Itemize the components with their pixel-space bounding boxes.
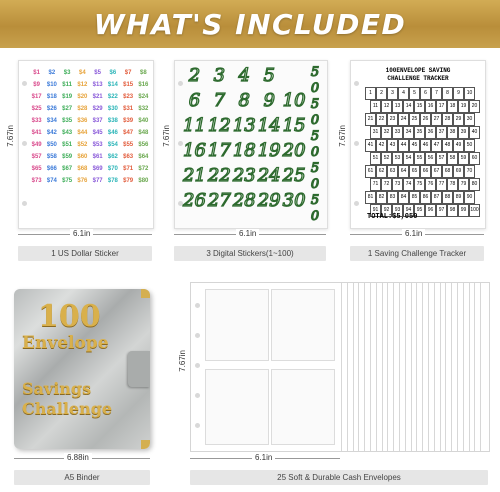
digit-edge-column <box>307 65 323 225</box>
tracker-cell: 23 <box>387 113 398 126</box>
punch-hole <box>22 201 27 206</box>
envelope-edge <box>469 283 470 451</box>
tracker-cell: 32 <box>381 126 392 139</box>
dollar-sticker: $11 <box>62 82 72 88</box>
binder-corner <box>141 440 150 449</box>
tracker-cell: 9 <box>453 87 464 100</box>
dollar-sticker: $24 <box>138 94 149 100</box>
tracker-cell: 44 <box>398 139 409 152</box>
tracker-cell: 6 <box>420 87 431 100</box>
tracker-cell: 41 <box>365 139 376 152</box>
digit-sticker: 28 <box>232 190 256 211</box>
envelope-edge <box>463 283 464 451</box>
digit-sticker: 2 <box>188 65 201 86</box>
dollar-sticker: $43 <box>62 130 73 136</box>
tracker-cell: 51 <box>370 152 381 165</box>
envelope-edge <box>393 283 394 451</box>
dollar-sticker: $50 <box>46 142 57 148</box>
punch-hole <box>195 303 200 308</box>
tracker-cell: 30 <box>464 113 475 126</box>
tracker-cell: 55 <box>414 152 425 165</box>
digit-sticker-edge: 5 <box>310 65 320 80</box>
tracker-cell: 99 <box>458 204 469 217</box>
digit-sticker: 8 <box>238 90 250 111</box>
tracker-cell: 93 <box>392 204 403 217</box>
dollar-sticker: $19 <box>62 94 73 100</box>
dollar-sticker: $52 <box>77 142 88 148</box>
tracker-cell: 74 <box>403 178 414 191</box>
digit-sticker: 24 <box>257 165 281 186</box>
tracker-title-2: CHALLENGE TRACKER <box>387 75 449 82</box>
tracker-cell: 28 <box>442 113 453 126</box>
tracker-cell: 21 <box>365 113 376 126</box>
digit-sticker: 9 <box>263 90 275 111</box>
envelope-edge <box>399 283 400 451</box>
cash-envelopes-stack <box>190 282 490 452</box>
digit-sticker-edge: 0 <box>310 209 320 224</box>
digit-sticker: 26 <box>183 190 206 211</box>
tracker-cell: 66 <box>420 165 431 178</box>
tracker-cell: 83 <box>387 191 398 204</box>
tracker-cell: 73 <box>392 178 403 191</box>
tracker-cell: 69 <box>453 165 464 178</box>
tracker-cell: 39 <box>458 126 469 139</box>
dollar-sticker: $46 <box>107 130 118 136</box>
envelope-edge <box>474 283 475 451</box>
digit-sticker: 6 <box>188 90 201 111</box>
dollar-sticker: $62 <box>107 154 118 160</box>
dollar-sticker: $65 <box>31 166 42 172</box>
dollar-sticker: $54 <box>107 142 118 148</box>
dollar-sticker: $23 <box>123 94 134 100</box>
digit-sticker: 29 <box>257 190 281 211</box>
digit-sticker-edge: 5 <box>310 129 320 144</box>
tracker-cell: 61 <box>365 165 376 178</box>
dollar-sticker: $4 <box>79 70 86 76</box>
tracker-cell: 90 <box>464 191 475 204</box>
dollar-sticker: $12 <box>77 82 88 88</box>
tracker-cell: 77 <box>436 178 447 191</box>
dollar-sticker: $26 <box>46 106 57 112</box>
dollar-sticker: $48 <box>138 130 149 136</box>
envelope-edge <box>353 283 354 451</box>
tracker-cell: 8 <box>442 87 453 100</box>
digit-sticker: 15 <box>282 115 306 136</box>
dollar-sticker: $10 <box>46 82 57 88</box>
dollar-sticker: $53 <box>92 142 103 148</box>
digit-sticker: 17 <box>207 140 231 161</box>
dimension-height-label: 7.67in <box>338 125 347 147</box>
tracker-cell: 17 <box>436 100 447 113</box>
dollar-sticker: $33 <box>31 118 42 124</box>
dollar-sticker: $7 <box>124 70 132 76</box>
dollar-sticker: $58 <box>46 154 57 160</box>
digit-sticker-edge: 5 <box>310 97 320 112</box>
dollar-sticker: $76 <box>77 178 88 184</box>
tracker-cell: 53 <box>392 152 403 165</box>
punch-hole <box>195 423 200 428</box>
dollar-sticker: $17 <box>31 94 42 100</box>
digit-sticker: 11 <box>183 115 206 136</box>
tracker-cell: 38 <box>447 126 458 139</box>
tracker-cell: 100 <box>469 204 480 217</box>
envelope-edge <box>347 283 348 451</box>
binder-title-number: 100 <box>38 299 101 334</box>
punch-hole <box>195 333 200 338</box>
dollar-sticker: $77 <box>92 178 103 184</box>
tracker-cell: 64 <box>398 165 409 178</box>
digit-sticker: 14 <box>257 115 281 136</box>
dollar-sticker: $55 <box>123 142 134 148</box>
dollar-sticker: $67 <box>62 166 73 172</box>
dollar-sticker: $66 <box>46 166 57 172</box>
tracker-cell: 60 <box>469 152 480 165</box>
digit-sticker: 18 <box>232 140 256 161</box>
punch-hole <box>22 141 27 146</box>
tracker-cell: 88 <box>442 191 453 204</box>
tracker-cell: 3 <box>387 87 398 100</box>
tracker-cell: 18 <box>447 100 458 113</box>
tracker-cell: 56 <box>425 152 436 165</box>
tracker-cell: 67 <box>431 165 442 178</box>
dollar-sticker: $38 <box>107 118 118 124</box>
tracker-cell: 48 <box>442 139 453 152</box>
dollar-sticker: $36 <box>77 118 88 124</box>
tracker-cell: 57 <box>436 152 447 165</box>
digit-sticker-edge: 0 <box>310 113 320 128</box>
digit-sticker-edge: 0 <box>310 81 320 96</box>
digit-sticker: 19 <box>257 140 281 161</box>
digit-sticker: 30 <box>282 190 306 211</box>
dollar-sticker: $68 <box>77 166 88 172</box>
tracker-cell: 20 <box>469 100 480 113</box>
tracker-cell: 40 <box>469 126 480 139</box>
dollar-sticker: $75 <box>62 178 73 184</box>
dimension-width-label: 6.1in <box>252 453 275 462</box>
dollar-sticker: $44 <box>77 130 88 136</box>
tracker-cell: 91 <box>370 204 381 217</box>
digit-sticker: 5 <box>263 65 275 86</box>
digit-sticker-edge: 5 <box>310 193 320 208</box>
envelope-edge <box>341 283 342 451</box>
tracker-cell: 27 <box>431 113 442 126</box>
digit-sticker: 12 <box>207 115 231 136</box>
dollar-sticker: $6 <box>109 70 117 76</box>
tracker-cell: 42 <box>376 139 387 152</box>
dollar-sticker: $3 <box>63 70 71 76</box>
digit-sticker-edge: 5 <box>310 161 320 176</box>
dollar-sticker: $18 <box>46 94 57 100</box>
dollar-sticker: $79 <box>123 178 134 184</box>
tracker-cell: 33 <box>392 126 403 139</box>
tracker-cell: 11 <box>370 100 381 113</box>
dollar-sticker: $40 <box>138 118 149 124</box>
envelope-pocket <box>205 289 269 361</box>
tracker-cell: 76 <box>425 178 436 191</box>
dollar-sticker: $51 <box>62 142 73 148</box>
tracker-cell: 22 <box>376 113 387 126</box>
punch-hole <box>195 393 200 398</box>
tracker-cell: 14 <box>403 100 414 113</box>
tracker-cell: 80 <box>469 178 480 191</box>
tracker-cell: 98 <box>447 204 458 217</box>
tracker-grid <box>365 87 479 217</box>
tracker-cell: 59 <box>458 152 469 165</box>
dollar-sticker: $47 <box>123 130 134 136</box>
punch-hole <box>22 81 27 86</box>
a5-binder <box>14 289 150 449</box>
caption-digital-stickers: 3 Digital Stickers(1~100) <box>174 246 326 261</box>
tracker-title-1: 100ENVELOPE SAVING <box>385 67 451 74</box>
punch-hole <box>354 141 359 146</box>
caption-dollar-sticker: 1 US Dollar Sticker <box>18 246 152 261</box>
challenge-tracker-sheet <box>350 60 486 229</box>
digit-sticker: 7 <box>213 90 226 111</box>
tracker-cell: 7 <box>431 87 442 100</box>
tracker-cell: 10 <box>464 87 475 100</box>
punch-hole <box>195 363 200 368</box>
caption-envelopes: 25 Soft & Durable Cash Envelopes <box>190 470 488 485</box>
dollar-sticker: $72 <box>138 166 149 172</box>
dollar-sticker: $16 <box>138 82 149 88</box>
envelope-edge <box>382 283 383 451</box>
dimension-height-label: 7.67in <box>162 125 171 147</box>
tracker-cell: 75 <box>414 178 425 191</box>
tracker-cell: 97 <box>436 204 447 217</box>
dollar-sticker: $41 <box>31 130 42 136</box>
envelope-edge <box>445 283 446 451</box>
tracker-cell: 31 <box>370 126 381 139</box>
envelope-edge <box>405 283 406 451</box>
envelope-pocket <box>271 289 335 361</box>
tracker-cell: 45 <box>409 139 420 152</box>
dollar-sticker: $28 <box>77 106 88 112</box>
digit-sticker: 20 <box>282 140 306 161</box>
dollar-sticker: $35 <box>62 118 73 124</box>
dollar-sticker: $80 <box>138 178 149 184</box>
tracker-cell: 87 <box>431 191 442 204</box>
tracker-cell: 37 <box>436 126 447 139</box>
dollar-sticker: $73 <box>31 178 42 184</box>
tracker-cell: 26 <box>420 113 431 126</box>
tracker-cell: 89 <box>453 191 464 204</box>
digit-sticker: 22 <box>207 165 231 186</box>
dollar-sticker: $37 <box>92 118 103 124</box>
tracker-cell: 58 <box>447 152 458 165</box>
tracker-cell: 25 <box>409 113 420 126</box>
digit-sticker: 21 <box>183 165 206 186</box>
digit-sticker-edge: 0 <box>310 145 320 160</box>
digit-sticker: 10 <box>282 90 306 111</box>
dollar-sticker: $69 <box>92 166 103 172</box>
tracker-cell: 95 <box>414 204 425 217</box>
tracker-cell: 5 <box>409 87 420 100</box>
tracker-cell: 71 <box>370 178 381 191</box>
dollar-sticker: $56 <box>138 142 149 148</box>
tracker-cell: 19 <box>458 100 469 113</box>
tracker-cell: 54 <box>403 152 414 165</box>
tracker-cell: 81 <box>365 191 376 204</box>
envelope-edge <box>376 283 377 451</box>
digit-sticker <box>283 65 306 87</box>
dollar-sticker: $30 <box>107 106 118 112</box>
dollar-sticker: $8 <box>140 70 147 76</box>
dollar-sticker: $57 <box>31 154 42 160</box>
envelope-edge <box>440 283 441 451</box>
tracker-cell: 24 <box>398 113 409 126</box>
dollar-sticker: $21 <box>92 94 103 100</box>
dollar-sticker: $25 <box>31 106 42 112</box>
dollar-sticker: $78 <box>107 178 118 184</box>
dollar-sticker: $13 <box>92 82 103 88</box>
tracker-cell: 43 <box>387 139 398 152</box>
tracker-total: TOTAL:$5,050 <box>367 213 418 221</box>
envelope-pocket <box>271 369 335 445</box>
tracker-cell: 94 <box>403 204 414 217</box>
tracker-cell: 84 <box>398 191 409 204</box>
envelope-edge <box>387 283 388 451</box>
digit-sticker-edge: 0 <box>310 177 320 192</box>
envelope-edge <box>428 283 429 451</box>
tracker-cell: 2 <box>376 87 387 100</box>
tracker-cell: 50 <box>464 139 475 152</box>
dollar-sticker: $31 <box>123 106 134 112</box>
tracker-cell: 52 <box>381 152 392 165</box>
dollar-sticker: $71 <box>123 166 134 172</box>
tracker-cell: 4 <box>398 87 409 100</box>
binder-title-challenge: Challenge <box>22 399 113 418</box>
dollar-sticker: $70 <box>107 166 118 172</box>
dollar-sticker: $5 <box>94 70 101 76</box>
digit-sticker: 23 <box>232 165 256 186</box>
dollar-sticker: $15 <box>123 82 134 88</box>
envelope-edge <box>457 283 458 451</box>
dimension-width-label: 6.1in <box>402 229 425 238</box>
dimension-height-label: 7.67in <box>6 125 15 147</box>
tracker-cell: 92 <box>381 204 392 217</box>
tracker-cell: 12 <box>381 100 392 113</box>
envelope-edge <box>364 283 365 451</box>
dollar-sticker: $49 <box>31 142 42 148</box>
tracker-cell: 62 <box>376 165 387 178</box>
tracker-cell: 70 <box>464 165 475 178</box>
dimension-width-label: 6.1in <box>236 229 259 238</box>
dimension-width-label: 6.1in <box>70 229 93 238</box>
digit-sticker: 25 <box>282 165 306 186</box>
dollar-sticker: $64 <box>138 154 149 160</box>
dimension-width-label: 6.88in <box>64 453 92 462</box>
digit-sticker: 13 <box>232 115 256 136</box>
digital-stickers-sheet <box>174 60 328 229</box>
caption-tracker: 1 Saving Challenge Tracker <box>350 246 484 261</box>
tracker-cell: 82 <box>376 191 387 204</box>
tracker-cell: 47 <box>431 139 442 152</box>
binder-title-savings: Savings <box>22 379 92 398</box>
dollar-sticker: $63 <box>123 154 134 160</box>
envelope-edge <box>480 283 481 451</box>
dollar-sticker: $61 <box>92 154 103 160</box>
dollar-sticker: $2 <box>48 70 56 76</box>
envelope-edge <box>358 283 359 451</box>
dollar-sticker: $20 <box>77 94 88 100</box>
dollar-sticker: $34 <box>46 118 57 124</box>
dollar-sticker: $59 <box>62 154 73 160</box>
dollar-sticker: $74 <box>46 178 57 184</box>
tracker-cell: 86 <box>420 191 431 204</box>
dollar-sticker: $42 <box>46 130 57 136</box>
dollar-sticker: $45 <box>92 130 103 136</box>
tracker-cell: 29 <box>453 113 464 126</box>
dollar-sticker: $1 <box>33 70 40 76</box>
dollar-sticker: $27 <box>62 106 73 112</box>
digit-sticker: 27 <box>207 190 231 211</box>
binder-strap <box>128 351 150 387</box>
tracker-cell: 13 <box>392 100 403 113</box>
punch-hole <box>354 201 359 206</box>
tracker-cell: 16 <box>425 100 436 113</box>
digit-sticker: 3 <box>213 65 226 86</box>
dollar-sticker-grid <box>31 69 149 186</box>
tracker-cell: 35 <box>414 126 425 139</box>
tracker-cell: 46 <box>420 139 431 152</box>
header-banner <box>0 0 500 48</box>
tracker-cell: 96 <box>425 204 436 217</box>
tracker-cell: 15 <box>414 100 425 113</box>
digit-sticker: 4 <box>238 65 250 86</box>
dollar-sticker: $9 <box>33 82 40 88</box>
tracker-cell: 78 <box>447 178 458 191</box>
envelope-edge <box>422 283 423 451</box>
tracker-cell: 1 <box>365 87 376 100</box>
dollar-sticker: $60 <box>77 154 88 160</box>
dimension-height-label: 7.67in <box>178 350 187 372</box>
tracker-cell: 68 <box>442 165 453 178</box>
dollar-sticker: $39 <box>123 118 134 124</box>
dollar-sticker: $29 <box>92 106 103 112</box>
envelope-edge <box>451 283 452 451</box>
tracker-cell: 34 <box>403 126 414 139</box>
tracker-cell: 79 <box>458 178 469 191</box>
tracker-cell: 72 <box>381 178 392 191</box>
caption-binder: A5 Binder <box>14 470 150 485</box>
tracker-cell: 36 <box>425 126 436 139</box>
dollar-sticker-sheet <box>18 60 154 229</box>
dollar-sticker: $32 <box>138 106 149 112</box>
envelope-pocket <box>205 369 269 445</box>
envelope-edge <box>434 283 435 451</box>
banner-title: WHAT'S INCLUDED <box>93 7 407 41</box>
tracker-cell: 49 <box>453 139 464 152</box>
envelope-edge <box>416 283 417 451</box>
tracker-cell: 65 <box>409 165 420 178</box>
envelope-edge <box>411 283 412 451</box>
digit-sticker-grid <box>183 65 306 212</box>
envelope-edge <box>370 283 371 451</box>
tracker-cell: 85 <box>409 191 420 204</box>
digit-sticker: 16 <box>183 140 206 161</box>
dollar-sticker: $22 <box>107 94 118 100</box>
binder-title-envelope: Envelope <box>22 333 109 353</box>
binder-corner <box>141 289 150 298</box>
dollar-sticker: $14 <box>107 82 118 88</box>
tracker-cell: 63 <box>387 165 398 178</box>
